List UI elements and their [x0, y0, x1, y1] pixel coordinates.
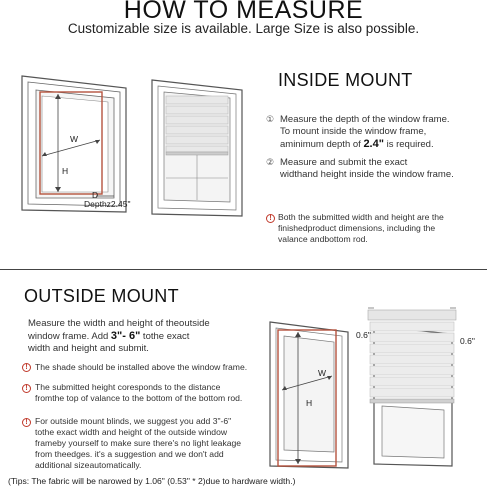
- step2-number: ②: [266, 157, 275, 167]
- inside-step1-line3-pre: aminimum depth of: [280, 139, 364, 150]
- inside-step1-line3: [280, 138, 485, 151]
- outside-h-label: H: [306, 398, 313, 408]
- inside-w-label: W: [70, 134, 79, 144]
- inside-note-line2: finishedproduct dimensions, including the: [278, 223, 436, 233]
- warning-icon: !: [22, 384, 31, 393]
- inside-depth-label: Depthz2.45": [84, 199, 131, 209]
- outside-w-label: W: [318, 368, 327, 378]
- warning-icon: !: [22, 418, 31, 427]
- outside-blind-diagram: [364, 306, 460, 468]
- inside-blind-diagram: [150, 78, 245, 220]
- outside-intro-line3: width and height and submit.: [28, 343, 149, 354]
- inside-h-label: H: [62, 166, 69, 176]
- outside-note2: [35, 382, 265, 404]
- outside-intro: [28, 318, 258, 355]
- outside-intro-line2-post: tothe exact: [140, 331, 190, 342]
- outside-add-range: 3"- 6": [110, 330, 141, 342]
- page-title: HOW TO MEASURE: [123, 0, 364, 24]
- outside-note3-line4: from theedges. it's a suggestion and we don't add: [35, 449, 224, 459]
- outside-note3-line5: additional sizeautomatically.: [35, 460, 142, 470]
- inside-step1-line3-post: is required.: [383, 139, 434, 150]
- outside-margin-right: 0.6": [460, 336, 475, 346]
- tips-footer: (Tips: The fabric will be narowed by 1.06" (0.53" * 2)due to hardware width.): [8, 476, 296, 486]
- outside-mount-heading: OUTSIDE MOUNT: [24, 286, 179, 306]
- inside-window-diagram: [14, 70, 132, 220]
- outside-margin-left: 0.6": [356, 330, 371, 340]
- outside-window-diagram: [268, 318, 354, 470]
- outside-note1: [35, 362, 265, 373]
- outside-note2-line2: fromthe top of valance to the bottom of the bottom rod.: [35, 393, 243, 403]
- warning-icon: !: [22, 363, 31, 372]
- inside-step2-line2: widthand height inside the window frame.: [280, 169, 454, 180]
- outside-note3: [35, 416, 270, 471]
- outside-note3-line1: For outside mount blinds, we suggest you add 3"-6": [35, 416, 232, 426]
- inside-step1-line1: Measure the depth of the window frame.: [280, 114, 450, 125]
- inside-mount-heading: INSIDE MOUNT: [278, 70, 413, 90]
- inside-min-depth: 2.4": [363, 138, 384, 150]
- outside-intro-line1: Measure the width and height of theoutside: [28, 318, 210, 329]
- outside-intro-line2: [28, 330, 258, 343]
- inside-d-label: D: [92, 190, 99, 200]
- warning-icon: !: [266, 214, 275, 223]
- inside-step1: [280, 114, 485, 151]
- inside-note-line3: valance andbottom rod.: [278, 234, 368, 244]
- outside-note3-line2: tothe exact width and height of the outside window: [35, 427, 228, 437]
- section-divider: [0, 269, 487, 270]
- inside-step2-line1: Measure and submit the exact: [280, 157, 408, 168]
- inside-step2: [280, 157, 485, 181]
- outside-intro-line2-pre: window frame. Add: [28, 331, 111, 342]
- page-subtitle: Customizable size is available. Large Size is also possible.: [67, 21, 420, 36]
- step1-number: ①: [266, 114, 275, 124]
- inside-note-line1: Both the submitted width and height are the: [278, 212, 444, 222]
- outside-note1-line1: The shade should be installed above the window frame.: [35, 362, 248, 372]
- outside-note2-line1: The submitted height coresponds to the distance: [35, 382, 221, 392]
- inside-note: [278, 212, 483, 245]
- outside-note3-line3: frameby yourself to make sure there's no light leakage: [35, 438, 242, 448]
- inside-step1-line2: To mount inside the window frame,: [280, 126, 427, 137]
